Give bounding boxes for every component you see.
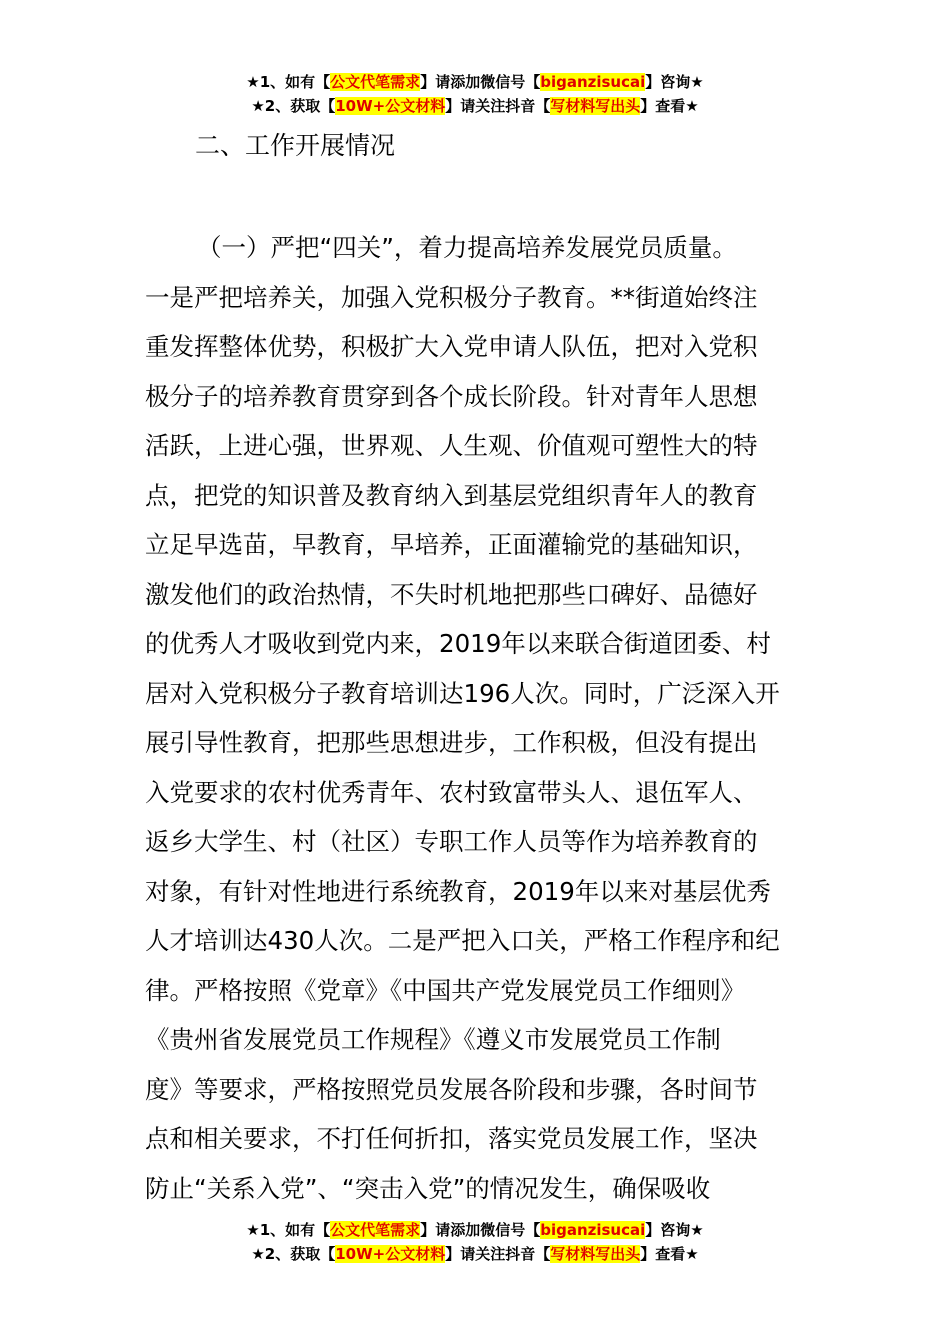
footer-promo-line-2-suffix: 】查看★ — [640, 1245, 699, 1263]
paragraph-line: 点和相关要求，不打任何折扣，落实党员发展工作，坚决 — [145, 1124, 758, 1153]
footer-promo-line-1-middle: 】请添加微信号【 — [420, 1221, 541, 1239]
paragraph-line: 防止“关系入党”、“突击入党”的情况发生，确保吸收 — [145, 1173, 711, 1203]
header-promo-banner — [0, 70, 950, 118]
promo-line-1-prefix: ★1、如有【 — [246, 73, 331, 91]
footer-promo-line-1-prefix: ★1、如有【 — [246, 1221, 331, 1239]
promo-line-1-suffix: 】咨询★ — [645, 73, 704, 91]
promo-line-1-middle: 】请添加微信号【 — [420, 73, 541, 91]
footer-promo-line-2-middle: 】请关注抖音【 — [445, 1245, 551, 1263]
promo-line-2-highlight-materials: 10W+公文材料 — [335, 97, 446, 115]
promo-line-1 — [0, 70, 950, 94]
paragraph-line: 点，把党的知识普及教育纳入到基层党组织青年人的教育 — [145, 480, 758, 510]
promo-line-2-suffix: 】查看★ — [640, 97, 699, 115]
footer-promo-line-1-highlight-service: 公文代笔需求 — [330, 1221, 421, 1239]
promo-line-1-highlight-service: 公文代笔需求 — [330, 73, 421, 91]
paragraph-line: 居对入党积极分子教育培训达196人次。同时，广泛深入开 — [145, 678, 780, 708]
paragraph-line: 一是严把培养关，加强入党积极分子教育。**街道始终注 — [145, 282, 758, 312]
paragraph-line: 返乡大学生、村（社区）专职工作人员等作为培养教育的 — [145, 827, 758, 856]
footer-promo-line-2 — [0, 1242, 950, 1266]
paragraph-line: 《贵州省发展党员工作规程》《遵义市发展党员工作制 — [145, 1025, 721, 1054]
paragraph-line: 展引导性教育，把那些思想进步，工作积极，但没有提出 — [145, 728, 758, 757]
paragraph-line: 律。严格按照《党章》《中国共产党发展党员工作细则》 — [145, 975, 746, 1005]
paragraph-line: 度》等要求，严格按照党员发展各阶段和步骤，各时间节 — [145, 1074, 758, 1104]
promo-line-1-highlight-wechat: biganzisucai — [540, 73, 646, 91]
promo-line-2-prefix: ★2、获取【 — [251, 97, 336, 115]
paragraph-line: 的优秀人才吸收到党内来，2019年以来联合街道团委、村 — [145, 629, 771, 658]
paragraph-line: 重发挥整体优势，积极扩大入党申请人队伍，把对入党积 — [145, 332, 758, 361]
footer-promo-line-1 — [0, 1218, 950, 1242]
footer-promo-line-1-suffix: 】咨询★ — [645, 1221, 704, 1239]
promo-line-2-highlight-account: 写材料写出头 — [550, 97, 641, 115]
promo-line-2 — [0, 94, 950, 118]
footer-promo-line-2-highlight-account: 写材料写出头 — [550, 1245, 641, 1263]
promo-line-2-middle: 】请关注抖音【 — [445, 97, 551, 115]
paragraph-line: 人才培训达430人次。二是严把入口关，严格工作程序和纪 — [145, 926, 780, 955]
paragraph-line: 活跃，上进心强，世界观、人生观、价值观可塑性大的特 — [145, 431, 758, 460]
paragraph-line: 立足早选苗，早教育，早培养，正面灌输党的基础知识， — [145, 530, 758, 559]
footer-promo-line-1-highlight-wechat: biganzisucai — [540, 1221, 646, 1239]
paragraph-line: 入党要求的农村优秀青年、农村致富带头人、退伍军人、 — [145, 777, 758, 807]
section-heading: 二、工作开展情况 — [195, 131, 396, 160]
footer-promo-line-2-highlight-materials: 10W+公文材料 — [335, 1245, 446, 1263]
paragraph-line: 激发他们的政治热情，不失时机地把那些口碑好、品德好 — [145, 579, 758, 609]
paragraph-line: 对象，有针对性地进行系统教育，2019年以来对基层优秀 — [145, 876, 771, 906]
footer-promo-banner — [0, 1218, 950, 1266]
paragraph-line: （一）严把“四关”，着力提高培养发展党员质量。 — [197, 233, 737, 262]
footer-promo-line-2-prefix: ★2、获取【 — [251, 1245, 336, 1263]
document-body — [145, 223, 815, 1213]
paragraph-line: 极分子的培养教育贯穿到各个成长阶段。针对青年人思想 — [145, 381, 758, 411]
